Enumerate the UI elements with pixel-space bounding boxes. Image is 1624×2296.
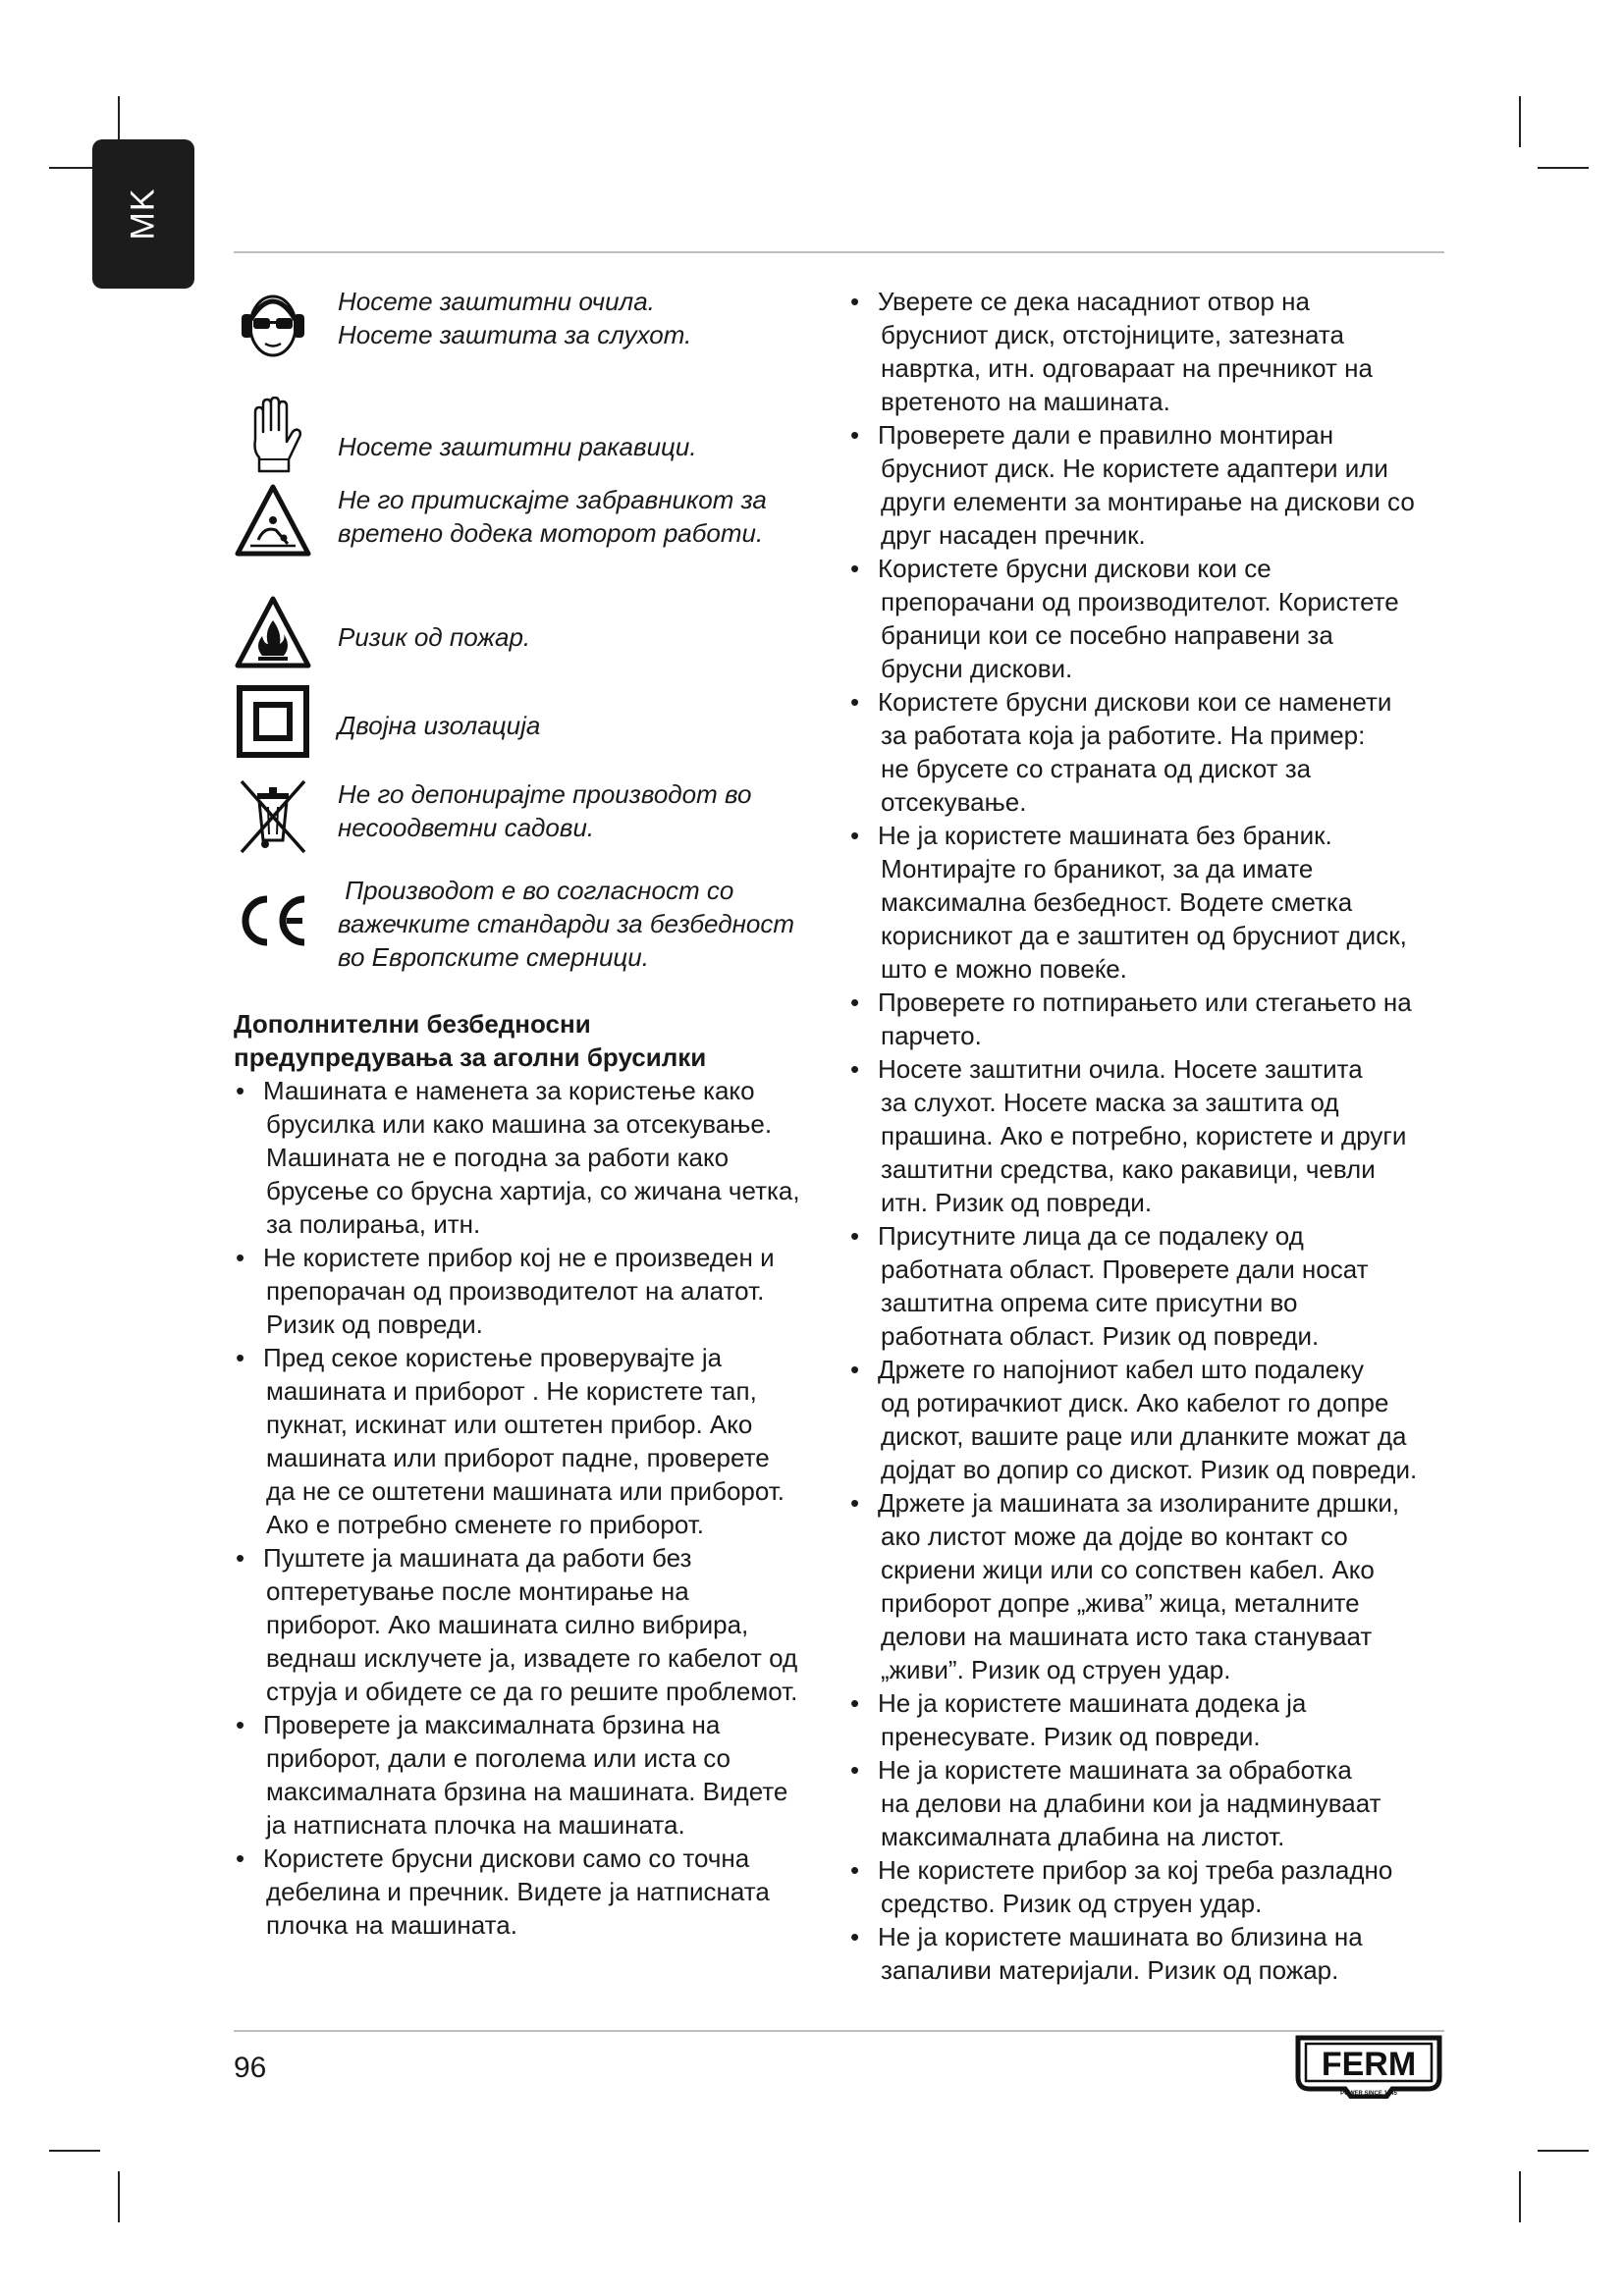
list-item-text: корисникот да е заштитен од брусниот диск, [881, 921, 1407, 950]
list-item-text: не брусете со страната од дискот за [881, 754, 1312, 783]
symbol-text: вретено додека моторот работи. [338, 518, 764, 548]
list-item-text: за работата која ја работите. На пример: [881, 721, 1366, 750]
list-item-text: • Користете брусни дискови само со точна [263, 1843, 750, 1873]
list-item [234, 1241, 833, 1341]
symbol-text: Производот е во согласност со [338, 876, 734, 905]
list-item [848, 1219, 1457, 1353]
list-item [848, 1853, 1457, 1920]
left-column [234, 285, 833, 1942]
list-item-text: максималната длабина на листот. [881, 1822, 1285, 1851]
list-item-text: скриени жици или со сопствен кабел. Ако [881, 1555, 1375, 1584]
symbol-text: Не го притискајте забравникот за [338, 485, 767, 514]
list-item [848, 552, 1457, 685]
list-item-text: • Користете брусни дискови кои се [878, 554, 1272, 583]
list-item [848, 1052, 1457, 1219]
list-item-text: навртка, итн. одговараат на пречникот на [881, 353, 1373, 383]
crop-mark [118, 2171, 120, 2222]
safety-glasses-ear-protection-icon [239, 285, 307, 363]
list-item-text: да не се оштетени машината или приборот. [266, 1476, 785, 1506]
bottom-rule [234, 2030, 1444, 2032]
list-item-text: брусни дискови. [881, 654, 1073, 683]
list-item [848, 285, 1457, 418]
list-item-text: запаливи материјали. Ризик од пожар. [881, 1955, 1339, 1985]
list-item-text: на делови на длабини кои ја надминуваат [881, 1789, 1381, 1818]
list-item-text: отсекување. [881, 787, 1027, 817]
list-item [848, 1753, 1457, 1853]
list-item-text: • Пред секое користење проверувајте ја [263, 1343, 723, 1372]
list-item-text: дискот, вашите раце или дланките можат да [881, 1421, 1407, 1451]
list-item-text: • Уверете се дека насадниот отвор на [878, 287, 1310, 316]
list-item-text: средство. Ризик од струен удар. [881, 1889, 1263, 1918]
list-item-text: • Машината е наменета за користење како [263, 1076, 755, 1105]
left-bullet-list [234, 1074, 833, 1942]
heading-line: предупредувања за аголни брусилки [234, 1042, 707, 1072]
crop-mark [1519, 2171, 1521, 2222]
list-item [848, 1353, 1457, 1486]
crop-mark [1538, 2150, 1589, 2152]
list-item-text: брусниот диск. Не користете адаптери или [881, 454, 1388, 483]
symbol-text: Не го депонирајте производот во [338, 779, 752, 809]
symbol-row-double-insulation [234, 685, 833, 764]
list-item [234, 1341, 833, 1541]
list-item-text: • Не ја користете машината во близина на [878, 1922, 1363, 1951]
list-item-text: друг насаден пречник. [881, 520, 1146, 550]
list-item-text: заштитни средства, како ракавици, чевли [881, 1154, 1376, 1184]
list-item-text: за полирања, итн. [266, 1209, 481, 1239]
list-item-text: делови на машината исто така стануваат [881, 1622, 1373, 1651]
symbol-text: несоодветни садови. [338, 813, 595, 842]
list-item-text: брусење со брусна хартија, со жичана четка, [266, 1176, 800, 1205]
list-item-text: други елементи за монтирање на дискови со [881, 487, 1415, 516]
symbol-row-eye-ear [234, 285, 833, 381]
list-item-text: оптеретување после монтирање на [266, 1576, 689, 1606]
list-item-text: • Пуштете ја машината да работи без [263, 1543, 692, 1573]
list-item-text: брусилка или како машина за отсекување. [266, 1109, 773, 1139]
list-item [848, 418, 1457, 552]
section-heading [234, 1007, 833, 1074]
logo-tagline: POWER SINCE 1945 [1340, 2091, 1397, 2097]
list-item-text: • Проверете дали е правилно монтиран [878, 420, 1334, 450]
list-item [848, 1686, 1457, 1753]
list-item-text: пукнат, искинат или оштетен прибор. Ако [266, 1410, 753, 1439]
list-item-text: • Проверете ја максималната брзина на [263, 1710, 721, 1739]
list-item-text: што е можно повеќе. [881, 954, 1127, 984]
list-item-text: приборот, дали е поголема или иста со [266, 1743, 731, 1773]
symbol-row-bin [234, 775, 833, 854]
list-item [848, 1486, 1457, 1686]
symbol-row-gloves [234, 397, 833, 463]
list-item [234, 1074, 833, 1241]
list-item-text: • Носете заштитни очила. Носете заштита [878, 1054, 1363, 1084]
list-item-text: дојдат во допир со дискот. Ризик од повреди. [881, 1455, 1418, 1484]
symbol-text: Носете заштита за слухот. [338, 320, 692, 349]
list-item-text: • Не ја користете машината за обработка [878, 1755, 1352, 1785]
list-item-text: Монтирајте го браникот, за да имате [881, 854, 1314, 883]
symbol-row-spindle-lock [234, 483, 833, 581]
symbol-text: важечките стандарди за безбедност [338, 909, 795, 938]
list-item-text: работната област. Ризик од повреди. [881, 1321, 1320, 1351]
list-item-text: • Не користете прибор кој не е произведен и [263, 1243, 775, 1272]
list-item-text: • Користете брусни дискови кои се наменети [878, 687, 1392, 717]
ferm-logo [1294, 2034, 1443, 2099]
right-column [848, 285, 1457, 1987]
crop-mark [1519, 96, 1521, 147]
list-item-text: • Не користете прибор за кој треба разладно [878, 1855, 1393, 1885]
right-bullet-list [848, 285, 1457, 1987]
list-item-text: брусниот диск, отстојниците, затезната [881, 320, 1344, 349]
list-item [848, 986, 1457, 1052]
list-item-text: Ризик од повреди. [266, 1309, 483, 1339]
list-item-text: • Држете ја машината за изолираните дршки, [878, 1488, 1400, 1518]
list-item-text: машината или приборот падне, проверете [266, 1443, 770, 1472]
list-item-text: вретеното на машината. [881, 387, 1170, 416]
list-item-text: • Не ја користете машината додека ја [878, 1688, 1307, 1718]
list-item [848, 685, 1457, 819]
list-item-text: Машината не е погодна за работи како [266, 1143, 730, 1172]
list-item-text: • Проверете го потпирањето или стегањето на [878, 988, 1412, 1017]
list-item-text: препорачани од производителот. Користете [881, 587, 1399, 616]
list-item-text: работната област. Проверете дали носат [881, 1255, 1369, 1284]
list-item-text: итн. Ризик од повреди. [881, 1188, 1153, 1217]
list-item-text: за слухот. Носете маска за заштита од [881, 1088, 1339, 1117]
crossed-out-bin-icon [236, 775, 310, 856]
list-item [234, 1541, 833, 1708]
list-item-text: плочка на машината. [266, 1910, 517, 1940]
list-item [234, 1842, 833, 1942]
list-item-text: Ако е потребно сменете го приборот. [266, 1510, 705, 1539]
list-item-text: од ротирачкиот диск. Ако кабелот го допре [881, 1388, 1389, 1417]
top-rule [234, 251, 1444, 253]
list-item-text: максималната брзина на машината. Видете [266, 1777, 788, 1806]
list-item-text: веднаш исклучете ја, извадете го кабелот од [266, 1643, 798, 1673]
list-item-text: препорачан од производителот на алатот. [266, 1276, 765, 1306]
list-item-text: „живи”. Ризик од струен удар. [881, 1655, 1231, 1684]
crop-mark [49, 2150, 100, 2152]
symbol-text: во Европските смерници. [338, 942, 649, 972]
gloves-icon [242, 397, 304, 475]
list-item-text: ја натписната плочка на машината. [266, 1810, 685, 1840]
logo-brand: FERM [1321, 2046, 1417, 2083]
language-tab [92, 139, 194, 289]
list-item-text: заштитна опрема сите присутни во [881, 1288, 1298, 1317]
double-insulation-icon [237, 685, 309, 758]
list-item-text: максимална безбедност. Водете сметка [881, 887, 1353, 917]
fire-hazard-icon [235, 595, 311, 669]
list-item-text: • Не ја користете машината без браник. [878, 821, 1332, 850]
ce-mark-icon [234, 891, 312, 950]
list-item-text: приборот. Ако машината силно вибрира, [266, 1610, 749, 1639]
list-item-text: браници кои се посебно направени за [881, 620, 1333, 650]
list-item [848, 1920, 1457, 1987]
list-item-text: пренесувате. Ризик од повреди. [881, 1722, 1261, 1751]
list-item-text: • Држете го напојниот кабел што подалеку [878, 1355, 1365, 1384]
list-item [234, 1708, 833, 1842]
language-tab-label: MK [124, 187, 162, 240]
spindle-lock-warning-icon [235, 483, 311, 558]
list-item-text: струја и обидете се да го решите проблемот. [266, 1677, 798, 1706]
symbol-text: Носете заштитни ракавици. [338, 432, 697, 461]
list-item-text: приборот допре „жива” жица, металните [881, 1588, 1360, 1618]
symbol-text: Двојна изолација [338, 711, 541, 740]
symbol-row-ce [234, 874, 833, 982]
list-item [848, 819, 1457, 986]
symbol-text: Носете заштитни очила. [338, 287, 655, 316]
symbol-text: Ризик од пожар. [338, 622, 531, 652]
symbol-row-fire [234, 595, 833, 671]
list-item-text: ако листот може да дојде во контакт со [881, 1522, 1348, 1551]
list-item-text: прашина. Ако е потребно, користете и други [881, 1121, 1407, 1150]
heading-line: Дополнителни безбедносни [234, 1009, 591, 1039]
crop-mark [1538, 167, 1589, 169]
list-item-text: дебелина и пречник. Видете ја натписната [266, 1877, 770, 1906]
page-number: 96 [234, 2052, 267, 2084]
list-item-text: парчето. [881, 1021, 982, 1050]
list-item-text: • Присутните лица да се подалеку од [878, 1221, 1304, 1251]
list-item-text: машината и приборот . Не користете тап, [266, 1376, 757, 1406]
